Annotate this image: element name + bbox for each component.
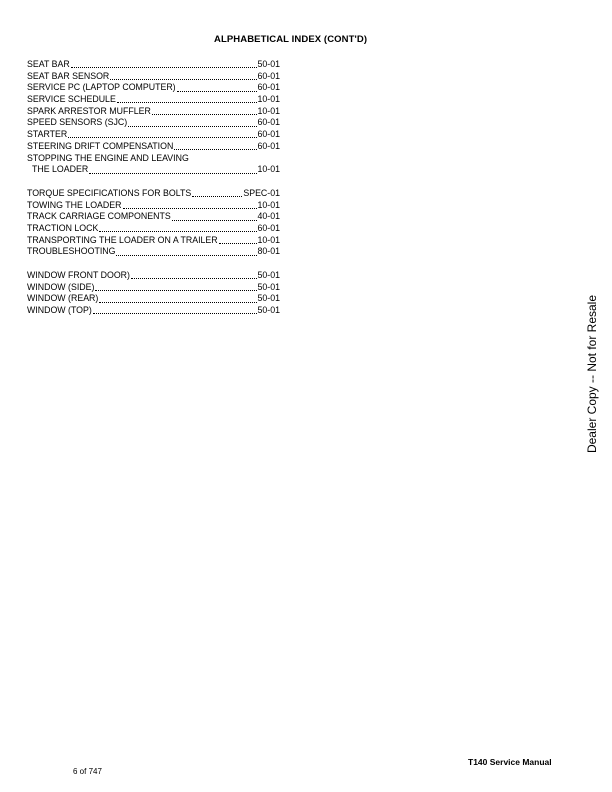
index-entry — [27, 82, 280, 94]
index-entry-page: 60-01 — [257, 222, 280, 233]
page-counter: 6 of 747 — [73, 767, 102, 776]
dot-leader — [152, 114, 257, 115]
index-entry-page: 10-01 — [257, 105, 280, 116]
index-entry-label: WINDOW (SIDE) — [27, 281, 95, 292]
dot-leader — [110, 79, 256, 80]
index-entry-label: TROUBLESHOOTING — [27, 246, 116, 257]
dot-leader — [95, 290, 256, 291]
dot-leader — [219, 243, 257, 244]
index-entry-page: 60-01 — [257, 82, 280, 93]
index-entry-page: 10-01 — [257, 199, 280, 210]
manual-title: T140 Service Manual — [468, 757, 552, 767]
index-entry-page: SPEC-01 — [243, 187, 280, 198]
dot-leader — [116, 255, 256, 256]
index-entry-page: 50-01 — [257, 270, 280, 280]
dot-leader — [177, 91, 257, 92]
index-entry-label: SEAT BAR — [27, 59, 70, 69]
index-entry — [27, 117, 280, 129]
index-entry — [27, 200, 280, 212]
index-entry-label: SEAT BAR SENSOR — [27, 70, 110, 81]
index-entry-page: 10-01 — [257, 94, 280, 105]
index-entry-page: 40-01 — [257, 211, 280, 222]
index-entry — [27, 235, 280, 247]
dot-leader — [93, 313, 257, 314]
dot-leader — [117, 102, 257, 103]
index-entry — [27, 71, 280, 83]
index-entry-label: TRANSPORTING THE LOADER ON A TRAILER — [27, 234, 218, 245]
dot-leader — [192, 196, 242, 197]
watermark: Dealer Copy -- Not for Resale — [585, 294, 599, 454]
index-entry-label: SERVICE PC (LAPTOP COMPUTER) — [27, 82, 176, 93]
index-entry-page: 80-01 — [257, 246, 280, 257]
alphabetical-index — [27, 59, 280, 329]
index-entry-label: SPEED SENSORS (SJC) — [27, 117, 128, 128]
index-entry-label: STOPPING THE ENGINE AND LEAVING — [27, 152, 189, 163]
index-entry-label: TRACK CARRIAGE COMPONENTS — [27, 211, 171, 222]
index-entry — [27, 282, 280, 294]
index-entry-label: TORQUE SPECIFICATIONS FOR BOLTS — [27, 187, 192, 198]
index-entry-label: WINDOW (TOP) — [27, 305, 92, 316]
dot-leader — [71, 67, 257, 68]
index-entry-page: 60-01 — [257, 117, 280, 128]
index-entry — [27, 246, 280, 258]
index-entry — [27, 106, 280, 118]
index-group — [27, 59, 280, 176]
index-entry-page: 50-01 — [257, 305, 280, 316]
index-group — [27, 270, 280, 317]
index-entry-label: TOWING THE LOADER — [27, 199, 122, 210]
index-entry-label: TRACTION LOCK — [27, 222, 99, 233]
index-entry — [27, 223, 280, 235]
dot-leader — [128, 126, 256, 127]
index-entry — [27, 211, 280, 223]
dot-leader — [174, 149, 256, 150]
index-entry — [27, 94, 280, 106]
index-entry-page: 50-01 — [257, 293, 280, 304]
dot-leader — [123, 208, 257, 209]
dot-leader — [99, 302, 256, 303]
index-entry-label-continued: THE LOADER — [32, 164, 89, 175]
index-entry — [27, 129, 280, 141]
index-entry — [27, 293, 280, 305]
index-entry — [27, 305, 280, 317]
dot-leader — [89, 173, 256, 174]
index-entry-label: SERVICE SCHEDULE — [27, 94, 116, 105]
index-group — [27, 188, 280, 258]
dot-leader — [172, 220, 257, 221]
index-entry — [27, 59, 280, 71]
index-entry — [27, 153, 280, 165]
index-entry-label: WINDOW FRONT DOOR) — [27, 270, 130, 280]
index-entry-page: 50-01 — [257, 281, 280, 292]
index-entry-label: WINDOW (REAR) — [27, 293, 99, 304]
index-entry-page: 60-01 — [257, 70, 280, 81]
index-entry — [27, 141, 280, 153]
index-entry-page: 60-01 — [257, 140, 280, 151]
page-title: ALPHABETICAL INDEX (CONT'D) — [214, 34, 368, 45]
index-entry-page: 60-01 — [257, 129, 280, 140]
index-entry — [27, 188, 280, 200]
dot-leader — [131, 278, 257, 279]
index-entry-page: 10-01 — [257, 164, 280, 175]
index-entry-label: STEERING DRIFT COMPENSATION — [27, 140, 174, 151]
index-entry-page: 50-01 — [257, 59, 280, 69]
dot-leader — [68, 137, 256, 138]
dot-leader — [99, 231, 256, 232]
index-entry-label: STARTER — [27, 129, 68, 140]
index-entry-label: SPARK ARRESTOR MUFFLER — [27, 105, 151, 116]
index-entry-continuation — [27, 164, 280, 176]
index-entry-page: 10-01 — [257, 234, 280, 245]
index-entry — [27, 270, 280, 282]
